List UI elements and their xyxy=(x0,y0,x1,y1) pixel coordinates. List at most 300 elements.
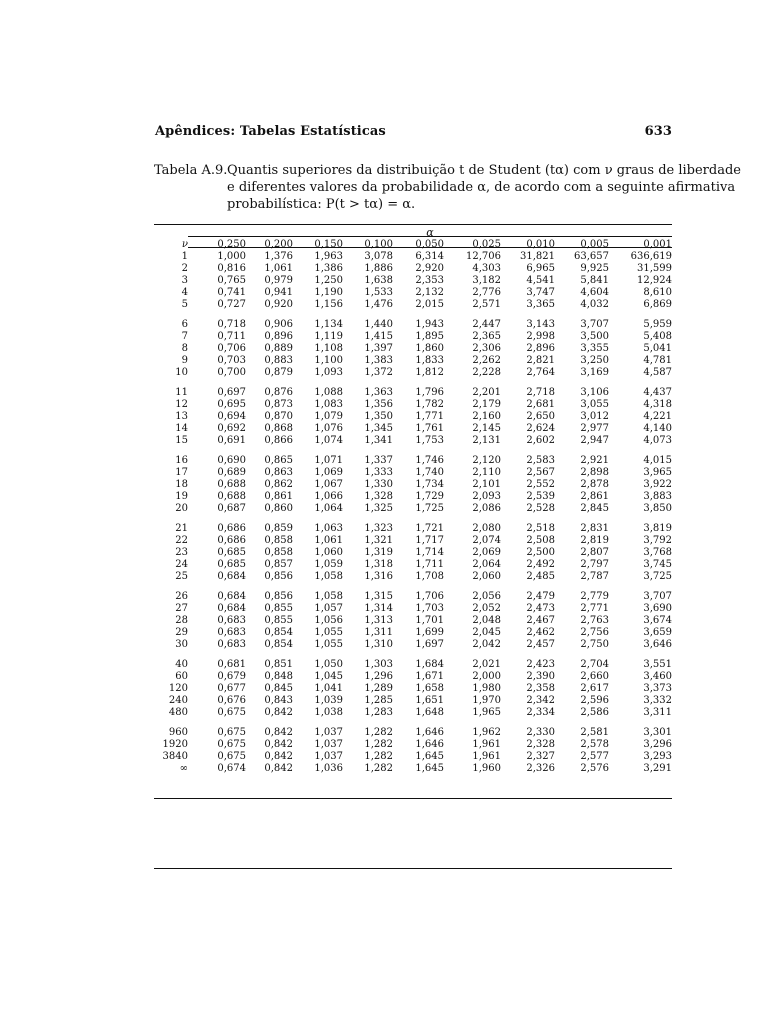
value-cell: 2,750 xyxy=(580,639,609,650)
col-header: 0,100 xyxy=(364,239,393,250)
value-cell: 2,069 xyxy=(472,547,501,558)
alpha-header-row xyxy=(154,226,672,239)
value-cell: 3,355 xyxy=(580,343,609,354)
value-cell: 1,725 xyxy=(415,503,444,514)
value-cell: 1,316 xyxy=(364,571,393,582)
value-cell: 2,821 xyxy=(526,355,555,366)
value-cell: 0,865 xyxy=(264,455,293,466)
value-cell: 3,365 xyxy=(526,299,555,310)
value-cell: 2,423 xyxy=(526,659,555,670)
value-cell: 2,467 xyxy=(526,615,555,626)
value-cell: 3,768 xyxy=(643,547,672,558)
table-row xyxy=(154,671,672,683)
value-cell: 2,330 xyxy=(526,727,555,738)
value-cell: 0,683 xyxy=(217,615,246,626)
value-cell: 2,998 xyxy=(526,331,555,342)
value-cell: 0,727 xyxy=(217,299,246,310)
value-cell: 1,651 xyxy=(415,695,444,706)
nu-cell: 28 xyxy=(175,615,188,626)
value-cell: 1,283 xyxy=(364,707,393,718)
table-row xyxy=(154,491,672,503)
table-row xyxy=(154,355,672,367)
value-cell: 3,311 xyxy=(643,707,672,718)
value-cell: 2,021 xyxy=(472,659,501,670)
value-cell: 0,683 xyxy=(217,639,246,650)
value-cell: 2,457 xyxy=(526,639,555,650)
value-cell: 3,055 xyxy=(580,399,609,410)
value-cell: 2,262 xyxy=(472,355,501,366)
col-header: 0,200 xyxy=(264,239,293,250)
value-cell: 2,779 xyxy=(580,591,609,602)
value-cell: 1,734 xyxy=(415,479,444,490)
value-cell: 2,898 xyxy=(580,467,609,478)
value-cell: 3,296 xyxy=(643,739,672,750)
value-cell: 2,576 xyxy=(580,763,609,774)
value-cell: 1,771 xyxy=(415,411,444,422)
value-cell: 2,080 xyxy=(472,523,501,534)
group-spacer xyxy=(154,311,672,319)
value-cell: 0,906 xyxy=(264,319,293,330)
value-cell: 1,037 xyxy=(314,739,343,750)
value-cell: 0,718 xyxy=(217,319,246,330)
alpha-symbol: α xyxy=(426,225,434,239)
value-cell: 1,638 xyxy=(364,275,393,286)
value-cell: 1,372 xyxy=(364,367,393,378)
value-cell: 3,332 xyxy=(643,695,672,706)
value-cell: 1,886 xyxy=(364,263,393,274)
value-cell: 1,711 xyxy=(415,559,444,570)
table-row xyxy=(154,503,672,515)
value-cell: 1,708 xyxy=(415,571,444,582)
value-cell: 0,860 xyxy=(264,503,293,514)
value-cell: 1,812 xyxy=(415,367,444,378)
value-cell: 1,061 xyxy=(314,535,343,546)
value-cell: 0,675 xyxy=(217,751,246,762)
value-cell: 3,707 xyxy=(580,319,609,330)
value-cell: 1,282 xyxy=(364,739,393,750)
value-cell: 3,106 xyxy=(580,387,609,398)
value-cell: 2,567 xyxy=(526,467,555,478)
nu-cell: 3840 xyxy=(162,751,188,762)
value-cell: 1,036 xyxy=(314,763,343,774)
value-cell: 1,038 xyxy=(314,707,343,718)
value-cell: 0,690 xyxy=(217,455,246,466)
value-cell: 1,319 xyxy=(364,547,393,558)
value-cell: 9,925 xyxy=(580,263,609,274)
value-cell: 1,363 xyxy=(364,387,393,398)
value-cell: 1,895 xyxy=(415,331,444,342)
value-cell: 1,083 xyxy=(314,399,343,410)
value-cell: 1,648 xyxy=(415,707,444,718)
value-cell: 4,221 xyxy=(643,411,672,422)
value-cell: 1,250 xyxy=(314,275,343,286)
value-cell: 0,842 xyxy=(264,707,293,718)
value-cell: 0,694 xyxy=(217,411,246,422)
table-row xyxy=(154,615,672,627)
value-cell: 2,390 xyxy=(526,671,555,682)
nu-cell: 480 xyxy=(168,707,188,718)
nu-cell: 14 xyxy=(175,423,188,434)
value-cell: 636,619 xyxy=(630,251,672,262)
value-cell: 1,337 xyxy=(364,455,393,466)
col-header: 0,010 xyxy=(526,239,555,250)
value-cell: 0,876 xyxy=(264,387,293,398)
value-cell: 5,408 xyxy=(643,331,672,342)
value-cell: 2,797 xyxy=(580,559,609,570)
page-bottom-rule xyxy=(154,868,672,869)
table-row xyxy=(154,639,672,651)
table-row xyxy=(154,695,672,707)
value-cell: 1,383 xyxy=(364,355,393,366)
value-cell: 1,058 xyxy=(314,571,343,582)
nu-cell: 26 xyxy=(175,591,188,602)
value-cell: 0,851 xyxy=(264,659,293,670)
value-cell: 1,282 xyxy=(364,751,393,762)
table-body xyxy=(154,251,672,775)
table-row xyxy=(154,435,672,447)
t-distribution-table xyxy=(154,226,672,775)
value-cell: 4,303 xyxy=(472,263,501,274)
value-cell: 2,492 xyxy=(526,559,555,570)
value-cell: 2,358 xyxy=(526,683,555,694)
nu-cell: 3 xyxy=(181,275,188,286)
value-cell: 0,979 xyxy=(264,275,293,286)
value-cell: 1,962 xyxy=(472,727,501,738)
value-cell: 3,293 xyxy=(643,751,672,762)
value-cell: 0,691 xyxy=(217,435,246,446)
nu-cell: 240 xyxy=(168,695,188,706)
value-cell: 2,787 xyxy=(580,571,609,582)
value-cell: 3,078 xyxy=(364,251,393,262)
nu-cell: 12 xyxy=(175,399,188,410)
value-cell: 3,143 xyxy=(526,319,555,330)
value-cell: 0,859 xyxy=(264,523,293,534)
value-cell: 0,883 xyxy=(264,355,293,366)
value-cell: 3,646 xyxy=(643,639,672,650)
col-header: 0,001 xyxy=(643,239,672,250)
table-row xyxy=(154,455,672,467)
table-row xyxy=(154,603,672,615)
table-row xyxy=(154,411,672,423)
value-cell: 1,079 xyxy=(314,411,343,422)
value-cell: 1,037 xyxy=(314,751,343,762)
value-cell: 0,879 xyxy=(264,367,293,378)
caption-line-2: e diferentes valores da probabilidade α, de acordo com a seguinte afirmativa xyxy=(227,180,736,195)
value-cell: 31,599 xyxy=(637,263,672,274)
value-cell: 2,896 xyxy=(526,343,555,354)
page-number: 633 xyxy=(644,124,672,139)
value-cell: 1,108 xyxy=(314,343,343,354)
value-cell: 1,055 xyxy=(314,639,343,650)
value-cell: 1,190 xyxy=(314,287,343,298)
value-cell: 2,977 xyxy=(580,423,609,434)
value-cell: 0,688 xyxy=(217,479,246,490)
caption-line-3: probabilística: P(t > tα) = α. xyxy=(227,197,416,212)
value-cell: 2,500 xyxy=(526,547,555,558)
value-cell: 3,747 xyxy=(526,287,555,298)
value-cell: 3,551 xyxy=(643,659,672,670)
value-cell: 4,140 xyxy=(643,423,672,434)
value-cell: 1,397 xyxy=(364,343,393,354)
value-cell: 1,960 xyxy=(472,763,501,774)
value-cell: 1,796 xyxy=(415,387,444,398)
value-cell: 2,577 xyxy=(580,751,609,762)
value-cell: 2,650 xyxy=(526,411,555,422)
value-cell: 31,821 xyxy=(520,251,555,262)
value-cell: 2,000 xyxy=(472,671,501,682)
column-header-row xyxy=(154,239,672,251)
table-row xyxy=(154,319,672,331)
value-cell: 0,854 xyxy=(264,639,293,650)
value-cell: 4,781 xyxy=(643,355,672,366)
nu-cell: 15 xyxy=(175,435,188,446)
value-cell: 1,684 xyxy=(415,659,444,670)
value-cell: 2,064 xyxy=(472,559,501,570)
nu-cell: 40 xyxy=(175,659,188,670)
value-cell: 1,333 xyxy=(364,467,393,478)
value-cell: 2,920 xyxy=(415,263,444,274)
value-cell: 2,462 xyxy=(526,627,555,638)
group-spacer xyxy=(154,719,672,727)
value-cell: 1,055 xyxy=(314,627,343,638)
nu-cell: 2 xyxy=(181,263,188,274)
nu-cell: 25 xyxy=(175,571,188,582)
value-cell: 1,071 xyxy=(314,455,343,466)
col-header: 0,250 xyxy=(217,239,246,250)
value-cell: 0,692 xyxy=(217,423,246,434)
value-cell: 0,863 xyxy=(264,467,293,478)
value-cell: 0,842 xyxy=(264,751,293,762)
nu-cell: 60 xyxy=(175,671,188,682)
value-cell: 1,313 xyxy=(364,615,393,626)
value-cell: 2,518 xyxy=(526,523,555,534)
value-cell: 0,674 xyxy=(217,763,246,774)
value-cell: 0,845 xyxy=(264,683,293,694)
value-cell: 3,725 xyxy=(643,571,672,582)
nu-header: ν xyxy=(181,239,188,250)
value-cell: 0,855 xyxy=(264,615,293,626)
col-header: 0,050 xyxy=(415,239,444,250)
value-cell: 4,437 xyxy=(643,387,672,398)
value-cell: 2,660 xyxy=(580,671,609,682)
value-cell: 0,679 xyxy=(217,671,246,682)
value-cell: 2,132 xyxy=(415,287,444,298)
value-cell: 0,941 xyxy=(264,287,293,298)
value-cell: 1,746 xyxy=(415,455,444,466)
value-cell: 2,681 xyxy=(526,399,555,410)
value-cell: 3,792 xyxy=(643,535,672,546)
value-cell: 1,000 xyxy=(217,251,246,262)
value-cell: 2,306 xyxy=(472,343,501,354)
nu-cell: 29 xyxy=(175,627,188,638)
value-cell: 2,045 xyxy=(472,627,501,638)
value-cell: 0,676 xyxy=(217,695,246,706)
table-row xyxy=(154,343,672,355)
value-cell: 2,878 xyxy=(580,479,609,490)
value-cell: 2,131 xyxy=(472,435,501,446)
value-cell: 1,285 xyxy=(364,695,393,706)
nu-cell: 1920 xyxy=(162,739,188,750)
value-cell: 2,819 xyxy=(580,535,609,546)
value-cell: 1,303 xyxy=(364,659,393,670)
value-cell: 0,686 xyxy=(217,535,246,546)
value-cell: 1,386 xyxy=(314,263,343,274)
value-cell: 12,706 xyxy=(466,251,501,262)
value-cell: 2,807 xyxy=(580,547,609,558)
value-cell: 0,706 xyxy=(217,343,246,354)
value-cell: 6,869 xyxy=(643,299,672,310)
value-cell: 5,959 xyxy=(643,319,672,330)
value-cell: 0,695 xyxy=(217,399,246,410)
value-cell: 0,855 xyxy=(264,603,293,614)
value-cell: 2,042 xyxy=(472,639,501,650)
caption-line-1: Quantis superiores da distribuição t de Student (tα) com ν graus de liberdade xyxy=(227,163,741,178)
col-header: 0,025 xyxy=(472,239,501,250)
value-cell: 4,015 xyxy=(643,455,672,466)
value-cell: 1,037 xyxy=(314,727,343,738)
nu-cell: 19 xyxy=(175,491,188,502)
table-row xyxy=(154,275,672,287)
value-cell: 0,866 xyxy=(264,435,293,446)
table-row xyxy=(154,751,672,763)
value-cell: 3,012 xyxy=(580,411,609,422)
value-cell: 6,965 xyxy=(526,263,555,274)
value-cell: 2,342 xyxy=(526,695,555,706)
col-header: 0,005 xyxy=(580,239,609,250)
value-cell: 2,086 xyxy=(472,503,501,514)
nu-cell: 13 xyxy=(175,411,188,422)
value-cell: 2,048 xyxy=(472,615,501,626)
value-cell: 2,583 xyxy=(526,455,555,466)
nu-cell: 22 xyxy=(175,535,188,546)
value-cell: 1,060 xyxy=(314,547,343,558)
value-cell: 2,479 xyxy=(526,591,555,602)
value-cell: 0,870 xyxy=(264,411,293,422)
value-cell: 2,015 xyxy=(415,299,444,310)
nu-cell: 17 xyxy=(175,467,188,478)
value-cell: 0,741 xyxy=(217,287,246,298)
value-cell: 1,088 xyxy=(314,387,343,398)
value-cell: 2,228 xyxy=(472,367,501,378)
value-cell: 2,160 xyxy=(472,411,501,422)
nu-cell: 10 xyxy=(175,367,188,378)
value-cell: 3,659 xyxy=(643,627,672,638)
value-cell: 2,508 xyxy=(526,535,555,546)
value-cell: 1,067 xyxy=(314,479,343,490)
group-spacer xyxy=(154,651,672,659)
value-cell: 0,675 xyxy=(217,727,246,738)
value-cell: 8,610 xyxy=(643,287,672,298)
value-cell: 63,657 xyxy=(574,251,609,262)
value-cell: 1,315 xyxy=(364,591,393,602)
value-cell: 1,699 xyxy=(415,627,444,638)
value-cell: 0,681 xyxy=(217,659,246,670)
table-row xyxy=(154,251,672,263)
value-cell: 0,765 xyxy=(217,275,246,286)
group-spacer xyxy=(154,515,672,523)
nu-cell: 9 xyxy=(181,355,188,366)
value-cell: 0,857 xyxy=(264,559,293,570)
value-cell: 3,250 xyxy=(580,355,609,366)
value-cell: 1,729 xyxy=(415,491,444,502)
value-cell: 2,110 xyxy=(472,467,501,478)
value-cell: 1,282 xyxy=(364,763,393,774)
table-row xyxy=(154,547,672,559)
value-cell: 4,032 xyxy=(580,299,609,310)
nu-cell: 21 xyxy=(175,523,188,534)
table-row xyxy=(154,523,672,535)
table-row xyxy=(154,287,672,299)
table-row xyxy=(154,727,672,739)
value-cell: 0,842 xyxy=(264,739,293,750)
value-cell: 2,328 xyxy=(526,739,555,750)
value-cell: 2,101 xyxy=(472,479,501,490)
value-cell: 2,718 xyxy=(526,387,555,398)
value-cell: 0,854 xyxy=(264,627,293,638)
value-cell: 0,842 xyxy=(264,727,293,738)
value-cell: 2,060 xyxy=(472,571,501,582)
value-cell: 1,325 xyxy=(364,503,393,514)
nu-cell: 20 xyxy=(175,503,188,514)
value-cell: 1,050 xyxy=(314,659,343,670)
value-cell: 1,646 xyxy=(415,739,444,750)
nu-cell: 16 xyxy=(175,455,188,466)
value-cell: 0,816 xyxy=(217,263,246,274)
value-cell: 3,707 xyxy=(643,591,672,602)
value-cell: 3,291 xyxy=(643,763,672,774)
table-row xyxy=(154,707,672,719)
value-cell: 1,645 xyxy=(415,751,444,762)
value-cell: 0,856 xyxy=(264,571,293,582)
value-cell: 1,058 xyxy=(314,591,343,602)
value-cell: 3,169 xyxy=(580,367,609,378)
value-cell: 0,862 xyxy=(264,479,293,490)
value-cell: 1,093 xyxy=(314,367,343,378)
value-cell: 1,318 xyxy=(364,559,393,570)
value-cell: 2,326 xyxy=(526,763,555,774)
value-cell: 0,858 xyxy=(264,535,293,546)
value-cell: 0,896 xyxy=(264,331,293,342)
table-top-rule xyxy=(154,224,672,225)
value-cell: 1,311 xyxy=(364,627,393,638)
value-cell: 0,683 xyxy=(217,627,246,638)
value-cell: 1,965 xyxy=(472,707,501,718)
value-cell: 3,819 xyxy=(643,523,672,534)
value-cell: 2,353 xyxy=(415,275,444,286)
value-cell: 2,624 xyxy=(526,423,555,434)
table-row xyxy=(154,627,672,639)
value-cell: 1,119 xyxy=(314,331,343,342)
value-cell: 1,041 xyxy=(314,683,343,694)
value-cell: 1,671 xyxy=(415,671,444,682)
running-header xyxy=(155,124,672,144)
group-spacer xyxy=(154,583,672,591)
value-cell: 2,578 xyxy=(580,739,609,750)
value-cell: 0,848 xyxy=(264,671,293,682)
value-cell: 1,341 xyxy=(364,435,393,446)
value-cell: 1,061 xyxy=(264,263,293,274)
value-cell: 2,704 xyxy=(580,659,609,670)
nu-cell: ∞ xyxy=(179,763,188,774)
value-cell: 1,045 xyxy=(314,671,343,682)
value-cell: 2,861 xyxy=(580,491,609,502)
value-cell: 1,059 xyxy=(314,559,343,570)
value-cell: 1,289 xyxy=(364,683,393,694)
value-cell: 0,868 xyxy=(264,423,293,434)
value-cell: 3,301 xyxy=(643,727,672,738)
value-cell: 1,330 xyxy=(364,479,393,490)
value-cell: 2,756 xyxy=(580,627,609,638)
